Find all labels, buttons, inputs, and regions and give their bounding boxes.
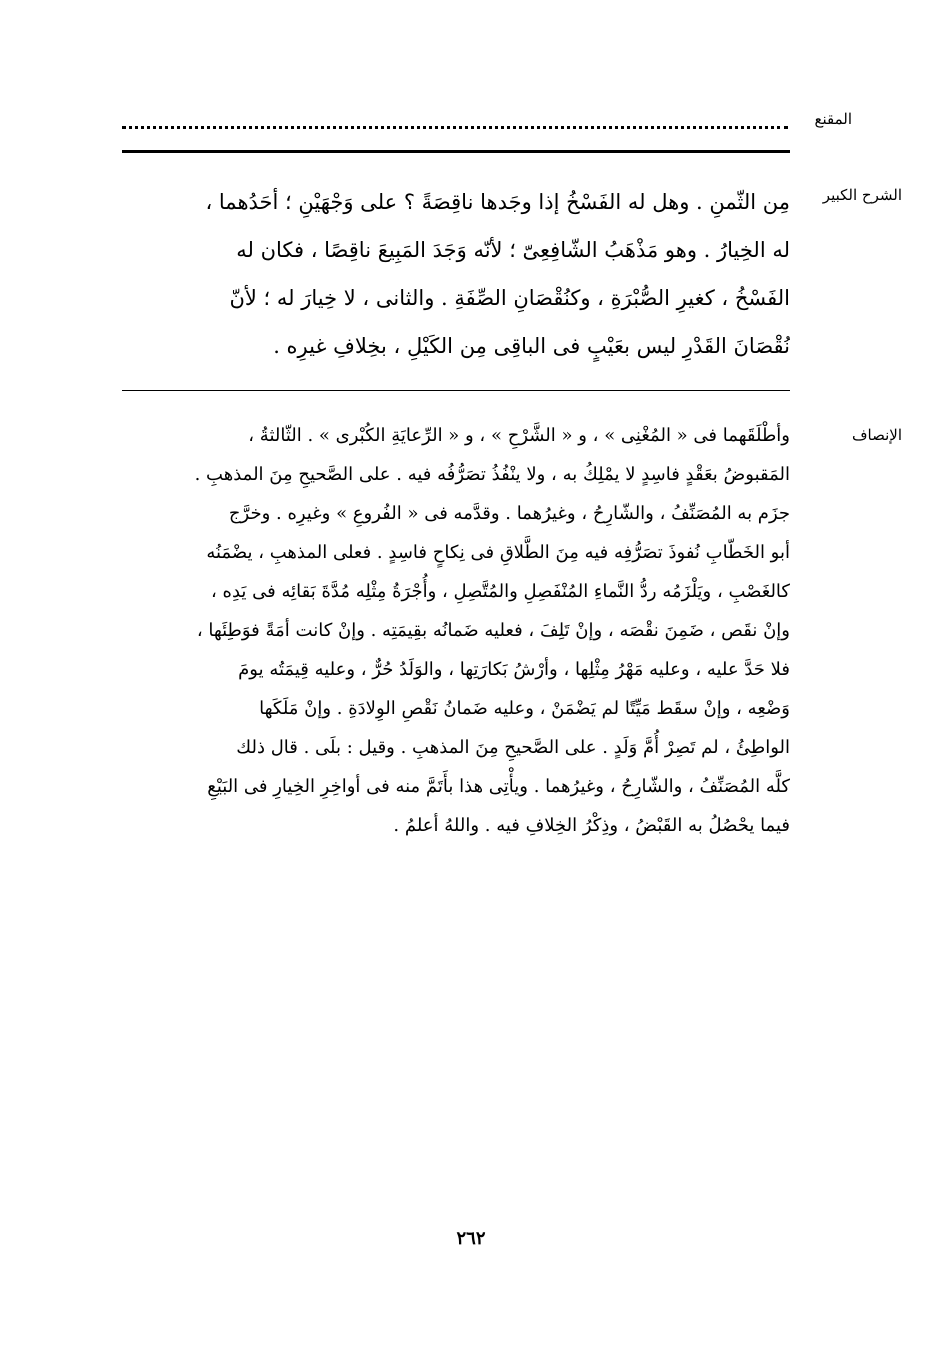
insaf-section-label: الإنصاف [851,426,902,444]
insaf-line: فيما يحْصُلُ به القَبْضُ ، وذِكْرُ الخِلافِ فيه . واللهُ أعلمُ . [393,815,790,836]
insaf-line: فلا حَدَّ عليه ، وعليه مَهْرُ مِثْلِها ، وأرْشُ بَكارَتِها ، والوَلَدُ حُرٌّ ، وعليه قِيمَتُه يومَ [238,659,790,680]
sharh-line: مِن الثّمنِ . وهل له الفَسْخُ إذا وجَدها ناقِصَةً ؟ على وَجْهَيْنِ ؛ أحَدُهما ، [205,190,790,214]
insaf-line: جزَم به المُصَنِّفُ ، والشّارِحُ ، وغيرُهما . وقدَّمه فى « الفُروعِ » وغيرِه . وخرَّج [228,503,790,524]
sharh-line: نُقْصَانَ القَدْرِ ليس بعَيْبٍ فى الباقِى مِن الكَيْلِ ، بخِلافِ غيرِه . [273,334,790,358]
sharh-text-block [122,178,790,370]
insaf-line: المَقبوضُ بعَقْدٍ فاسِدٍ لا يمْلِكُ به ، ولا ينْفُذُ تصَرُّفُه فيه . على الصَّحيحِ مِنَ المذهبِ . [194,464,790,485]
sharh-section-label: الشرح الكبير [822,186,902,204]
insaf-line: كالغَصْبِ ، ويَلْزَمُه ردُّ النَّماءِ المُنْفَصِلِ والمُتَّصِلِ ، وأُجْرَةُ مِثْلِه مُدَّةَ بَقائِه فى يَدِه ، [211,581,790,602]
header-rule [122,150,790,153]
header-dotted-leader [122,112,788,129]
page-number: ٢٦٢ [456,1228,486,1249]
sharh-line: له الخِيارُ . وهو مَذْهَبُ الشّافِعِىّ ؛ لأنّه وَجَدَ المَبِيعَ ناقِصًا ، فكان له [236,238,790,262]
section-divider [122,390,790,391]
insaf-line: وإنْ نقَص ، ضَمِنَ نقْصَه ، وإنْ تَلِفَ ، فعليه ضَمانُه بقِيمَتِه . وإنْ كانت أمَةً فوَطِئَها ، [196,620,790,641]
insaf-line: الواطِئُ ، لم تَصِرْ أُمَّ وَلَدٍ . على الصَّحيحِ مِنَ المذهبِ . وقيل : بلَى . قال ذلك [236,737,790,758]
running-header-title: المقنع [814,110,852,128]
insaf-line: أبو الخَطّابِ نُفوذَ تصَرُّفِه فيه مِنَ الطَّلاقِ فى نِكاحٍ فاسِدٍ . فعلى المذهبِ ، يضْمَنُه [206,542,790,563]
insaf-line: كلَّه المُصَنِّفُ ، والشّارِحُ ، وغيرُهما . ويأْتِى هذا بأَتَمَّ منه فى أواخِرِ الخِيارِ فى البَيْعِ [207,776,790,797]
sharh-line: الفَسْخُ ، كغيرِ الصُّبْرَةِ ، وكنُقْصَانِ الصِّفَةِ . والثانى ، لا خِيارَ له ؛ لأنّ [229,286,790,310]
insaf-line: وَضْعِه ، وإنْ سقَط مَيِّتًا لم يَضْمَنْ ، وعليه ضَمانُ نَقْصِ الوِلادَةِ . وإنْ مَلَكَها [259,698,790,719]
insaf-line: وأطْلَقَهما فى « المُغْنِى » ، و « الشَّرْحِ » ، و « الرِّعايَةِ الكُبْرى » . الثّالثةُ ، [248,425,790,446]
insaf-text-block [122,416,790,845]
